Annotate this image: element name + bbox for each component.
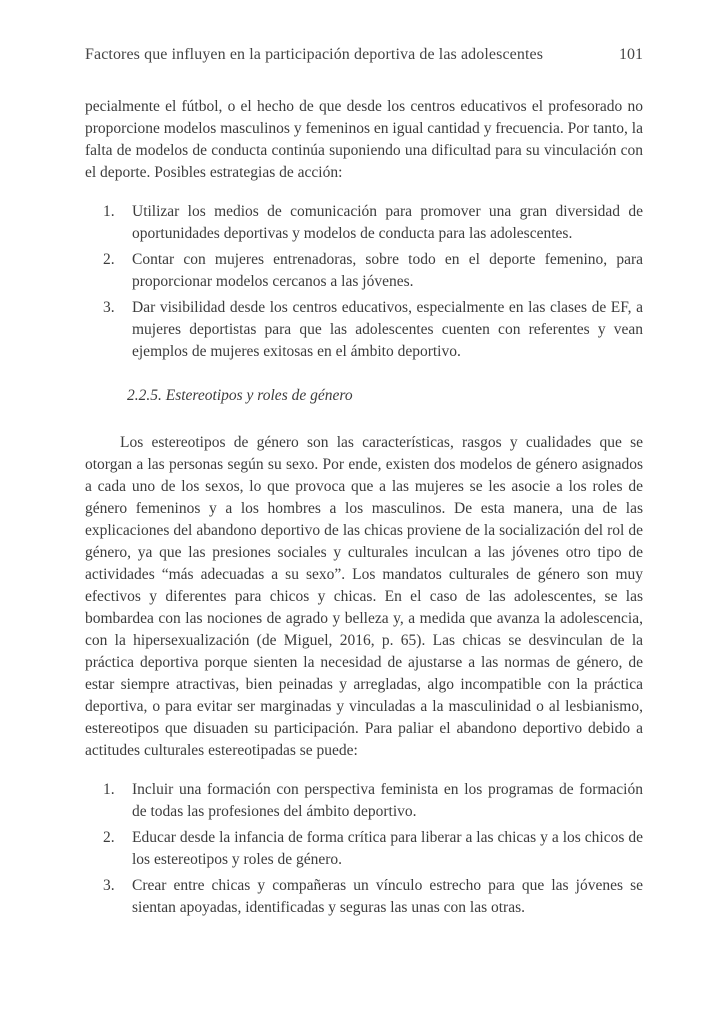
list-item-number: 1. [103,203,115,220]
list-item-text: Utilizar los medios de comunicación para promover una gran diversidad de oportunidades deportivas y modelos de conducta para las adolescentes. [132,203,643,242]
list-item [85,827,643,871]
page-header [85,46,643,64]
list-item [85,249,643,293]
list-item [85,779,643,823]
list-item [85,875,643,919]
strategies-list [85,201,643,363]
actions-list [85,779,643,919]
page-body [85,96,643,919]
page-number: 101 [619,46,643,63]
list-item-number: 2. [103,829,115,846]
running-title: Factores que influyen en la participación deportiva de las adolescentes [85,46,544,63]
list-item-number: 3. [103,877,115,894]
list-item-number: 3. [103,299,115,316]
list-item-number: 1. [103,781,115,798]
list-item-text: Dar visibilidad desde los centros educativos, especialmente en las clases de EF, a mujeres deportistas para que las adolescentes cuenten con referentes y vean ejemplos de mujeres exitosas en el ámbito deportivo. [132,299,643,360]
section-heading: 2.2.5. Estereotipos y roles de género [127,387,353,404]
list-item-text: Contar con mujeres entrenadoras, sobre todo en el deporte femenino, para proporcionar modelos cercanos a las jóvenes. [132,251,643,290]
paragraph-gender-stereotypes: Los estereotipos de género son las características, rasgos y cualidades que se otorgan a las personas según su sexo. Por ende, existen dos modelos de género asignados a cada uno de los sexos, lo que provoca que a las mujeres se les asocie a los roles de género femeninos y a los hombres a los masculinos. De esta manera, una de las explicaciones del abandono deportivo de las chicas proviene de la socialización del rol de género, ya que las presiones sociales y culturales inculcan a las jóvenes otro tipo de actividades “más adecuadas a su sexo”. Los mandatos culturales de género son muy efectivos y diferentes para chicos y chicas. En el caso de las adolescentes, se las bombardea con las nociones de agrado y belleza y, a medida que avanza la adolescencia, con la hipersexualización (de Miguel, 2016, p. 65). Las chicas se desvinculan de la práctica deportiva porque sienten la necesidad de ajustarse a las normas de género, de estar siempre atractivas, bien peinadas y arregladas, algo incompatible con la práctica deportiva, o para evitar ser marginadas y vinculadas a la masculinidad o al lesbianismo, estereotipos que disuaden su participación. Para paliar el abandono deportivo debido a actitudes culturales estereotipadas se puede: [85,434,643,759]
list-item [85,297,643,363]
list-item-text: Crear entre chicas y compañeras un vínculo estrecho para que las jóvenes se sientan apoyadas, identificadas y seguras las unas con las otras. [132,877,643,916]
list-item-text: Incluir una formación con perspectiva feminista en los programas de formación de todas las profesiones del ámbito deportivo. [132,781,643,820]
list-item-number: 2. [103,251,115,268]
paragraph-role-models: pecialmente el fútbol, o el hecho de que desde los centros educativos el profesorado no proporcione modelos masculinos y femeninos en igual cantidad y frecuencia. Por tanto, la falta de modelos de conducta continúa suponiendo una dificultad para su vinculación con el deporte. Posibles estrategias de acción: [85,98,643,181]
list-item [85,201,643,245]
list-item-text: Educar desde la infancia de forma crítica para liberar a las chicas y a los chicos de los estereotipos y roles de género. [132,829,643,868]
